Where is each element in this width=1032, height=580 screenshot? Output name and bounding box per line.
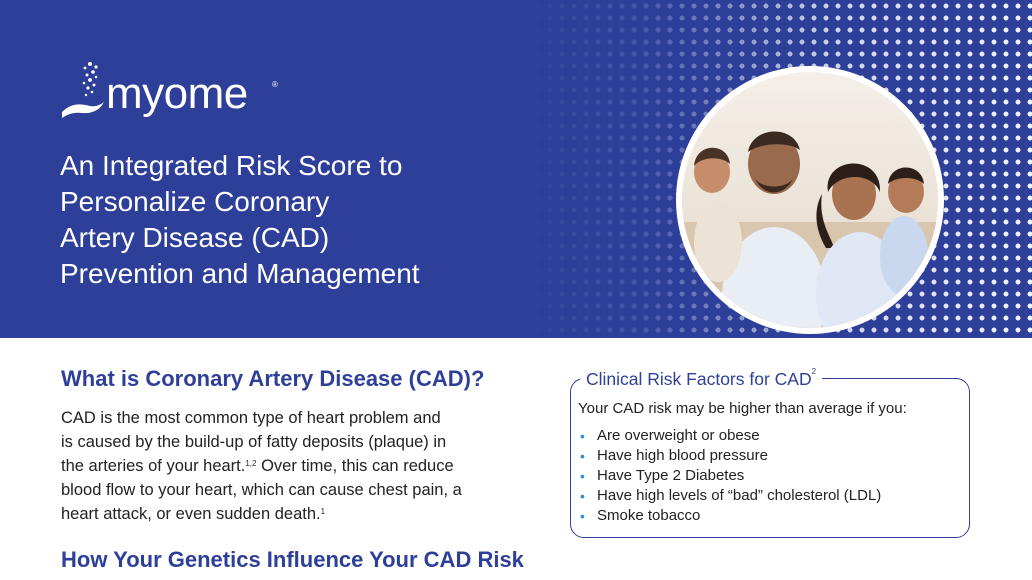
description-line: CAD is the most common type of heart problem and bbox=[61, 409, 441, 427]
family-photo-frame bbox=[676, 66, 944, 334]
registered-mark: ® bbox=[272, 80, 278, 89]
bullet-icon: • bbox=[580, 488, 585, 504]
logo-mark-icon bbox=[60, 58, 110, 128]
bullet-icon: • bbox=[580, 428, 585, 444]
hero-title-line: Prevention and Management bbox=[60, 258, 420, 289]
bullet-icon: • bbox=[580, 508, 585, 524]
list-item: • Have high levels of “bad” cholesterol (LDL) bbox=[580, 487, 882, 504]
hero-title bbox=[60, 148, 500, 292]
description-line: blood flow to your heart, which can cause chest pain, a bbox=[61, 481, 462, 499]
description-line: heart attack, or even sudden death.$^1$ bbox=[61, 505, 326, 523]
hero-title-line: Personalize Coronary bbox=[60, 186, 330, 217]
section-title-what-is-cad: What is Coronary Artery Disease (CAD)? bbox=[61, 366, 485, 391]
risk-factors-intro: Your CAD risk may be higher than average if you: bbox=[578, 400, 907, 417]
brand-name: myome bbox=[106, 69, 248, 118]
risk-factors-list bbox=[580, 426, 881, 526]
family-illustration bbox=[682, 72, 938, 328]
description-line: the arteries of your heart.$^{1,2}$ Over time, this can reduce bbox=[61, 457, 454, 475]
risk-factors-title: Clinical Risk Factors for CAD$^2$ bbox=[580, 369, 822, 390]
section-title-genetics: How Your Genetics Influence Your CAD Risk bbox=[61, 547, 524, 572]
list-item: • Smoke tobacco bbox=[580, 507, 701, 524]
list-item: • Are overweight or obese bbox=[580, 427, 760, 444]
citation-superscript: 2 bbox=[811, 367, 817, 376]
cad-description bbox=[61, 406, 531, 526]
list-item: • Have high blood pressure bbox=[580, 447, 768, 464]
citation-superscript: 1 bbox=[320, 507, 326, 516]
citation-superscript: 1,2 bbox=[245, 459, 257, 468]
hero-title-line: An Integrated Risk Score to bbox=[60, 150, 403, 181]
list-item: • Have Type 2 Diabetes bbox=[580, 467, 745, 484]
description-line: is caused by the build-up of fatty deposits (plaque) in bbox=[61, 433, 447, 451]
family-photo bbox=[682, 72, 938, 328]
bullet-icon: • bbox=[580, 448, 585, 464]
hero-title-line: Artery Disease (CAD) bbox=[60, 222, 330, 253]
bullet-icon: • bbox=[580, 468, 585, 484]
myome-logo bbox=[60, 58, 290, 128]
